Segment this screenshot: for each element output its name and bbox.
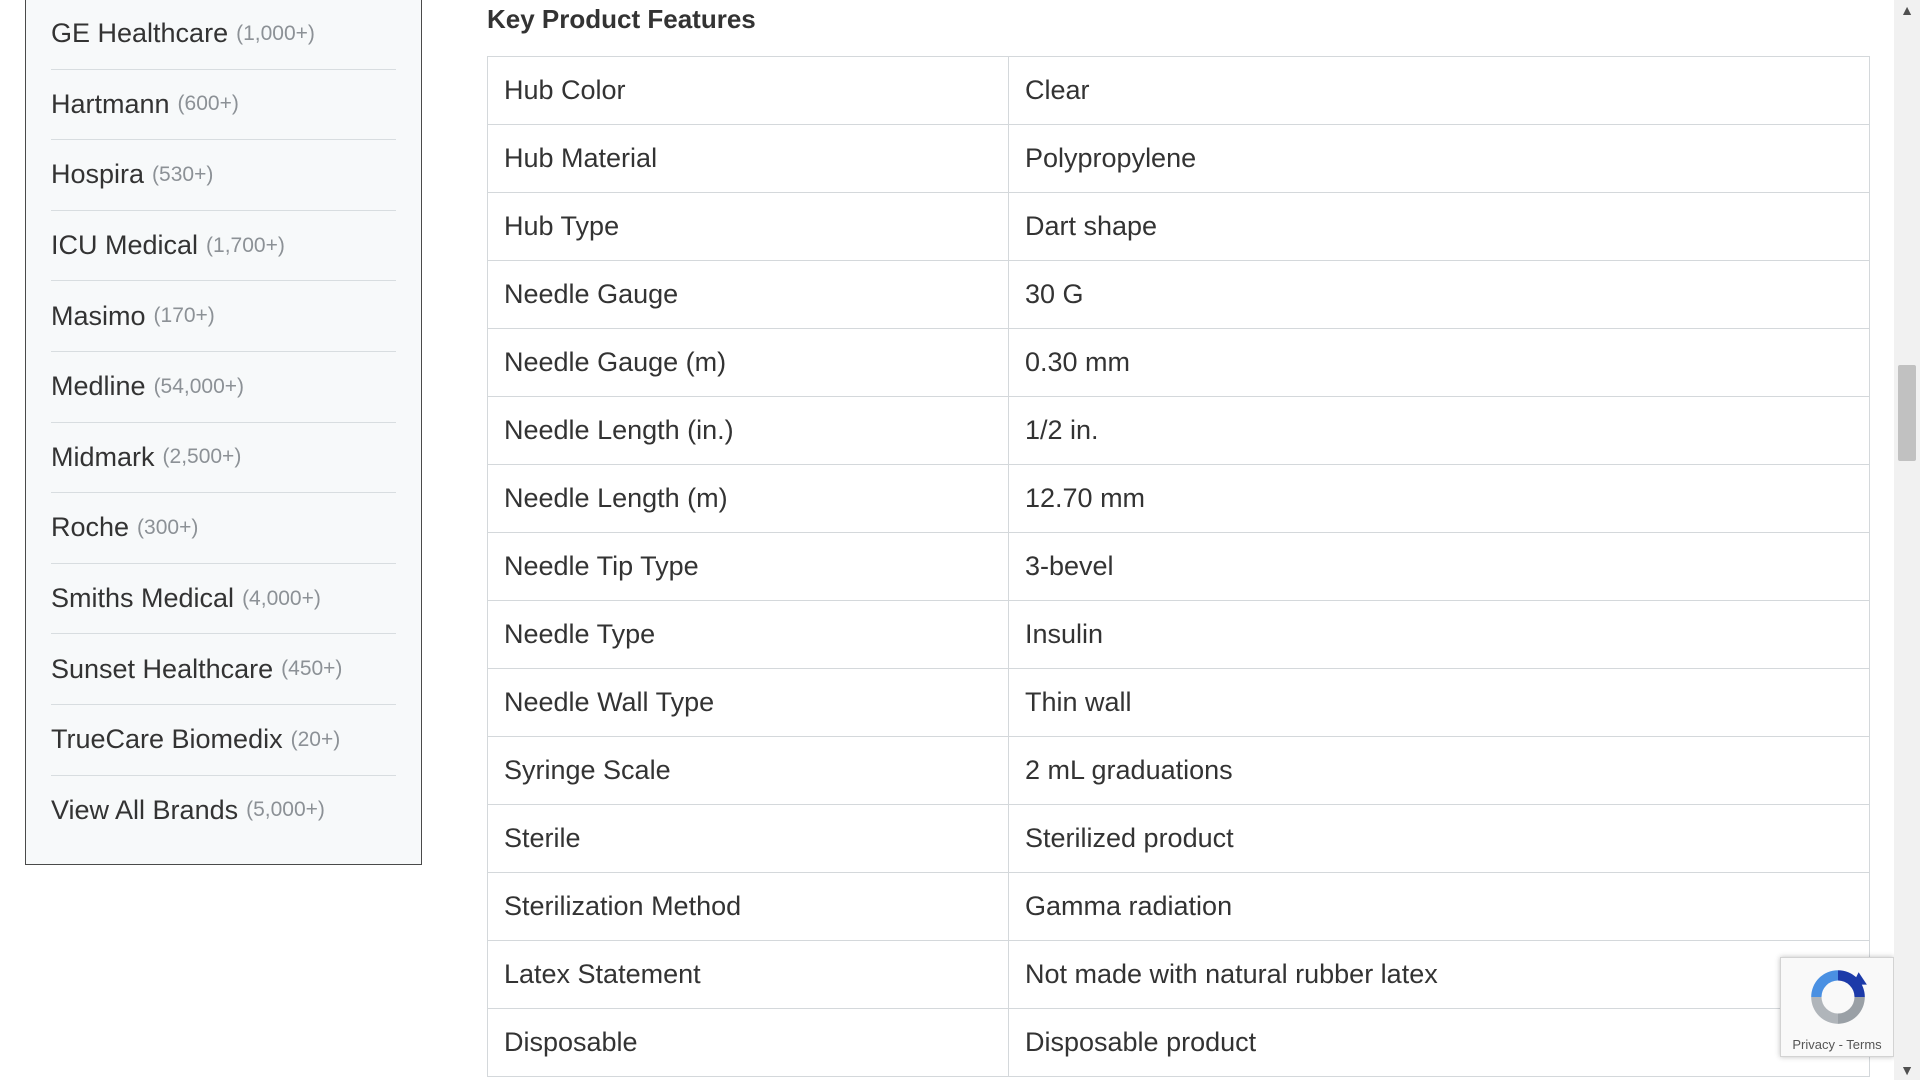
brand-name: Sunset Healthcare: [51, 653, 274, 684]
table-row: [488, 193, 1870, 261]
recaptcha-badge[interactable]: [1780, 957, 1894, 1057]
brand-name: Hospira: [51, 159, 145, 190]
brand-item-sunset-healthcare[interactable]: [51, 633, 396, 704]
brand-sidebar: [25, 0, 422, 865]
feature-attribute: Needle Type: [488, 601, 1009, 669]
brand-name: Hartmann: [51, 88, 170, 119]
table-row: [488, 465, 1870, 533]
brand-count: (450+): [281, 657, 343, 681]
feature-attribute: Syringe Scale: [488, 737, 1009, 805]
brand-count: (170+): [153, 304, 215, 328]
feature-value: 1/2 in.: [1009, 397, 1870, 465]
page-scrollbar[interactable]: [1894, 0, 1920, 1080]
brand-name: Masimo: [51, 300, 146, 331]
feature-attribute: Disposable: [488, 1009, 1009, 1077]
brand-list: [51, 0, 396, 845]
brand-item-ge-healthcare[interactable]: [51, 0, 396, 69]
brand-count: (530+): [152, 162, 214, 186]
brand-count: (300+): [137, 515, 199, 539]
feature-value: Thin wall: [1009, 669, 1870, 737]
brand-item-medline[interactable]: [51, 351, 396, 422]
brand-item-midmark[interactable]: [51, 422, 396, 493]
brand-item-smiths-medical[interactable]: [51, 563, 396, 634]
scroll-down-arrow-icon[interactable]: ▼: [1900, 1062, 1914, 1078]
table-row: [488, 329, 1870, 397]
brand-count: (5,000+): [246, 798, 325, 822]
brand-name: ICU Medical: [51, 230, 199, 261]
feature-value: Clear: [1009, 57, 1870, 125]
brand-name: View All Brands: [51, 794, 239, 825]
recaptcha-separator: -: [1834, 1037, 1847, 1052]
scroll-thumb[interactable]: [1898, 365, 1916, 461]
brand-item-roche[interactable]: [51, 492, 396, 563]
feature-value: 30 G: [1009, 261, 1870, 329]
table-row: [488, 941, 1870, 1009]
brand-item-masimo[interactable]: [51, 280, 396, 351]
recaptcha-links: [1781, 1037, 1893, 1052]
feature-attribute: Hub Type: [488, 193, 1009, 261]
feature-attribute: Needle Gauge (m): [488, 329, 1009, 397]
section-title: Key Product Features: [487, 4, 756, 34]
feature-attribute: Needle Length (m): [488, 465, 1009, 533]
recaptcha-privacy-link[interactable]: Privacy: [1792, 1037, 1835, 1052]
table-row: [488, 533, 1870, 601]
brand-name: Medline: [51, 371, 146, 402]
scroll-up-arrow-icon[interactable]: ▲: [1900, 2, 1914, 18]
feature-value: Not made with natural rubber latex: [1009, 941, 1870, 1009]
feature-value: Sterilized product: [1009, 805, 1870, 873]
brand-name: GE Healthcare: [51, 18, 229, 49]
table-row: [488, 1009, 1870, 1077]
feature-value: 0.30 mm: [1009, 329, 1870, 397]
table-row: [488, 57, 1870, 125]
recaptcha-terms-link[interactable]: Terms: [1846, 1037, 1882, 1052]
brand-item-truecare-biomedix[interactable]: [51, 704, 396, 775]
brand-count: (2,500+): [162, 445, 242, 469]
table-row: [488, 601, 1870, 669]
feature-value: 12.70 mm: [1009, 465, 1870, 533]
brand-name: Midmark: [51, 441, 155, 472]
feature-attribute: Hub Color: [488, 57, 1009, 125]
table-row: [488, 873, 1870, 941]
feature-attribute: Latex Statement: [488, 941, 1009, 1009]
brand-item-icu-medical[interactable]: [51, 210, 396, 281]
brand-count: (54,000+): [153, 374, 245, 398]
feature-value: Disposable product: [1009, 1009, 1870, 1077]
feature-value: Dart shape: [1009, 193, 1870, 261]
table-row: [488, 669, 1870, 737]
feature-attribute: Needle Length (in.): [488, 397, 1009, 465]
feature-attribute: Sterilization Method: [488, 873, 1009, 941]
brand-count: (1,700+): [206, 233, 285, 257]
table-row: [488, 261, 1870, 329]
brand-name: Roche: [51, 512, 130, 543]
key-product-features-table: [487, 56, 1870, 1077]
brand-item-hospira[interactable]: [51, 139, 396, 210]
recaptcha-icon: [1805, 964, 1871, 1030]
table-row: [488, 805, 1870, 873]
table-row: [488, 737, 1870, 805]
feature-attribute: Hub Material: [488, 125, 1009, 193]
feature-value: 2 mL graduations: [1009, 737, 1870, 805]
feature-attribute: Needle Tip Type: [488, 533, 1009, 601]
brand-count: (4,000+): [242, 586, 321, 610]
feature-attribute: Sterile: [488, 805, 1009, 873]
feature-attribute: Needle Wall Type: [488, 669, 1009, 737]
feature-value: Insulin: [1009, 601, 1870, 669]
table-row: [488, 125, 1870, 193]
brand-count: (1,000+): [236, 21, 315, 45]
brand-count: (20+): [290, 727, 341, 751]
brand-name: Smiths Medical: [51, 583, 235, 614]
feature-value: Polypropylene: [1009, 125, 1870, 193]
feature-attribute: Needle Gauge: [488, 261, 1009, 329]
brand-name: TrueCare Biomedix: [51, 724, 283, 755]
feature-value: 3-bevel: [1009, 533, 1870, 601]
table-row: [488, 397, 1870, 465]
brand-count: (600+): [177, 92, 239, 116]
brand-item-hartmann[interactable]: [51, 69, 396, 140]
view-all-brands-link[interactable]: [51, 775, 396, 846]
feature-value: Gamma radiation: [1009, 873, 1870, 941]
